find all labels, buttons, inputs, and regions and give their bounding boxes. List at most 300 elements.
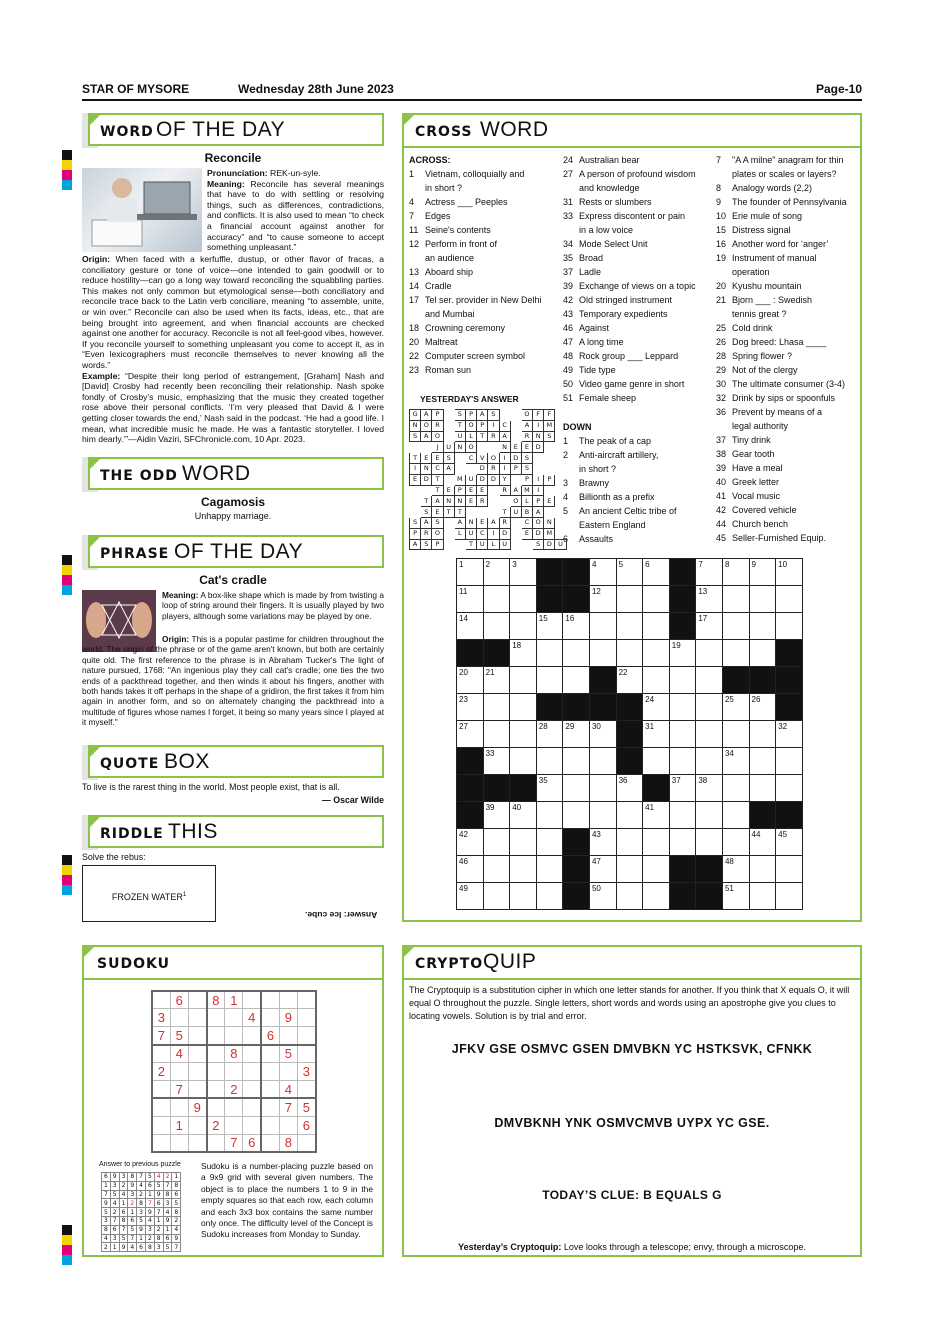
grid-cell[interactable]: 47 [589,856,616,883]
grid-cell[interactable] [643,640,670,667]
grid-cell[interactable] [616,829,643,856]
sudoku-answer-cell: 9 [128,1181,137,1190]
sudoku-answer-cell: 1 [172,1173,181,1182]
grid-cell[interactable]: 7 [696,559,723,586]
sudoku-cell[interactable] [152,1116,170,1134]
cryptoquip-line-1: JFKV GSE OSMVC GSEN DMVBKN YC HSTKSVK, CFNKK [451,1042,813,1056]
grid-cell[interactable] [722,613,749,640]
sudoku-cell[interactable] [261,1045,279,1063]
answer-cell: E [477,485,488,496]
sudoku-answer-cell: 9 [119,1243,128,1252]
clue-item [563,265,711,279]
sudoku-cell[interactable] [207,1134,225,1152]
sudoku-cell[interactable] [152,1134,170,1152]
clue-item [716,489,862,503]
grid-cell[interactable] [563,640,590,667]
answer-cell: D [421,474,432,485]
grid-cell[interactable]: 26 [749,694,776,721]
grid-cell[interactable] [510,748,537,775]
sudoku-cell[interactable] [279,1116,297,1134]
sudoku-cell[interactable] [225,1027,243,1045]
grid-cell[interactable]: 9 [749,559,776,586]
answer-block [410,442,421,453]
sudoku-answer-cell: 8 [119,1216,128,1225]
grid-cell[interactable]: 39 [483,802,510,829]
grid-cell[interactable] [722,829,749,856]
sudoku-answer-cell: 7 [145,1199,154,1208]
sudoku-cell[interactable] [188,1009,206,1027]
clue-item [716,391,862,405]
sudoku-cell[interactable] [188,1134,206,1152]
sudoku-answer-cell: 6 [137,1243,146,1252]
grid-block [776,694,803,721]
grid-cell[interactable] [669,802,696,829]
sudoku-cell[interactable] [261,991,279,1009]
sudoku-answer-cell: 5 [110,1190,119,1199]
grid-cell[interactable]: 43 [589,829,616,856]
sudoku-cell[interactable] [298,1134,316,1152]
sudoku-cell[interactable] [188,1080,206,1098]
answer-block [477,442,488,453]
grid-cell[interactable] [510,586,537,613]
grid-cell[interactable] [563,667,590,694]
grid-cell[interactable]: 19 [669,640,696,667]
grid-cell[interactable] [616,613,643,640]
sudoku-cell[interactable] [243,1045,261,1063]
grid-cell[interactable] [776,856,803,883]
grid-cell[interactable]: 6 [643,559,670,586]
answer-cell: U [454,431,465,442]
clue-text: and Mumbai [425,309,475,319]
sudoku-cell[interactable] [152,1045,170,1063]
grid-cell[interactable] [483,586,510,613]
grid-cell[interactable]: 30 [589,721,616,748]
down-label: DOWN [563,422,592,432]
answer-cell: T [454,507,465,518]
answer-cell: O [465,442,476,453]
grid-cell[interactable]: 41 [643,802,670,829]
grid-cell[interactable] [536,829,563,856]
answer-cell: D [533,442,544,453]
grid-cell[interactable]: 29 [563,721,590,748]
answer-cell: A [454,517,465,528]
sudoku-row [152,1134,316,1152]
sudoku-cell[interactable] [225,1098,243,1116]
clue-text: A person of profound wisdom [579,169,696,179]
grid-cell[interactable] [696,667,723,694]
grid-cell[interactable]: 1 [457,559,484,586]
grid-cell[interactable] [722,640,749,667]
sudoku-cell[interactable] [225,1009,243,1027]
grid-cell[interactable]: 24 [643,694,670,721]
grid-cell[interactable]: 10 [776,559,803,586]
clue-text: Australian bear [579,155,640,165]
registration-marks [62,855,72,895]
sudoku-cell[interactable] [298,991,316,1009]
sudoku-cell[interactable] [279,991,297,1009]
grid-cell[interactable] [776,586,803,613]
grid-cell[interactable]: 44 [749,829,776,856]
sudoku-cell[interactable] [298,1027,316,1045]
grid-block [563,694,590,721]
grid-cell[interactable]: 25 [722,694,749,721]
grid-cell[interactable] [510,613,537,640]
sudoku-cell: 4 [170,1045,188,1063]
grid-cell[interactable] [696,694,723,721]
grid-cell[interactable] [536,640,563,667]
clue-text: Tide type [579,365,616,375]
grid-cell[interactable]: 51 [722,883,749,910]
grid-cell[interactable] [696,748,723,775]
grid-cell[interactable] [483,721,510,748]
sudoku-cell[interactable] [207,1063,225,1081]
answer-block [454,539,465,550]
grid-cell[interactable]: 16 [563,613,590,640]
corner-triangle [402,113,416,127]
grid-cell[interactable] [563,802,590,829]
grid-cell[interactable]: 36 [616,775,643,802]
clue-number: 51 [563,393,574,403]
grid-cell[interactable] [483,883,510,910]
grid-block [457,640,484,667]
sudoku-cell[interactable] [243,1080,261,1098]
grid-cell[interactable] [696,802,723,829]
wotd-head-small: WORD [100,124,154,140]
sudoku-cell[interactable] [152,991,170,1009]
odd-head-big: WORD [182,462,251,485]
sudoku-cell[interactable] [298,1009,316,1027]
answer-cell: U [465,528,476,539]
sudoku-cell[interactable] [225,1116,243,1134]
grid-cell[interactable]: 17 [696,613,723,640]
sudoku-cell[interactable] [298,1045,316,1063]
grid-cell[interactable]: 14 [457,613,484,640]
grid-cell[interactable]: 33 [483,748,510,775]
sudoku-cell[interactable] [188,1116,206,1134]
clue-item [716,461,862,475]
grid-cell[interactable]: 18 [510,640,537,667]
sudoku-cell[interactable] [152,1080,170,1098]
grid-cell[interactable] [722,802,749,829]
grid-cell[interactable] [643,856,670,883]
wotd-header [88,113,384,146]
sudoku-answer-cell: 2 [172,1216,181,1225]
grid-cell[interactable] [749,721,776,748]
sudoku-answer-cell: 3 [137,1208,146,1217]
grid-cell[interactable] [643,613,670,640]
grid-cell[interactable] [669,829,696,856]
grid-cell[interactable] [483,856,510,883]
grid-cell[interactable]: 46 [457,856,484,883]
sudoku-cell: 2 [225,1080,243,1098]
grid-cell[interactable]: 42 [457,829,484,856]
clue-text: Cradle [425,281,452,291]
sudoku-answer-cell: 1 [119,1199,128,1208]
answer-cell: E [421,453,432,464]
clue-text: Video game genre in short [579,379,685,389]
grid-cell[interactable] [536,748,563,775]
grid-cell[interactable]: 34 [722,748,749,775]
grid-cell[interactable] [749,748,776,775]
sudoku-cell[interactable] [243,1116,261,1134]
wotd-origin: Origin: When faced with a kerfuffle, dustup, or other flavor of fracas, a conciliatory gesture or tone of voice—one intended to gain goodwill or to reduce hostility—can go a long way toward reconciling the squabbling parties. This makes not only common but etymological sense—both conciliatory and reconcile trace back to the Latin verb conciliare, meaning “to assemble, unite, or win over.” Reconcile can also be used when its facts, ideas, etc., that are being brought into agreement, and when financial accounts are checked against one another for accuracy. Reconcile is not all feel-good vibes, however. If you reconcile yourself to something unpleasant you come to accept it, as in “Even lexicographers must reconcile themselves to never knowing all the words.” Example: “Despite their long period of estrangement, [Graham] Nash and [David] Crosby had recently been reconciling their relationship. Nash spoke fondly of Crosby’s music, emphasizing that the music they created together rose above their personal conflicts. ‘I’m very pleased that David & I were getting closer towards the end,’ Nash said in the podcast. ‘He had a good life. I mean, what incredible music he made. He was a fantastic storyteller. I loved him dearly.’”—Aidin Vaziri, SFChronicle.com, 10 Apr. 2023. [82,254,384,445]
grid-cell[interactable]: 35 [536,775,563,802]
sudoku-cell[interactable] [243,1027,261,1045]
answer-cell: T [421,496,432,507]
grid-cell[interactable]: 40 [510,802,537,829]
clue-number: 45 [716,533,727,543]
sudoku-cell[interactable] [170,1098,188,1116]
grid-cell[interactable]: 37 [669,775,696,802]
corner-triangle [402,945,416,959]
grid-cell[interactable]: 20 [457,667,484,694]
grid-cell[interactable]: 5 [616,559,643,586]
sudoku-answer-cell: 2 [137,1190,146,1199]
sudoku-cell[interactable] [261,1063,279,1081]
grid-cell[interactable]: 8 [722,559,749,586]
grid-cell[interactable]: 48 [722,856,749,883]
sudoku-cell[interactable] [261,1116,279,1134]
grid-cell[interactable] [776,883,803,910]
sudoku-cell[interactable] [188,1063,206,1081]
grid-cell[interactable] [563,748,590,775]
sudoku-cell[interactable] [279,1027,297,1045]
sudoku-answer-cell: 8 [145,1243,154,1252]
grid-cell[interactable]: 3 [510,559,537,586]
clue-number: 18 [409,323,420,333]
answer-cell: I [488,528,499,539]
sudoku-cell[interactable] [188,1045,206,1063]
sudoku-cell: 7 [279,1098,297,1116]
grid-cell[interactable] [669,748,696,775]
grid-cell[interactable] [510,856,537,883]
crossword-head-big: WORD [480,118,549,141]
answer-cell: I [488,420,499,431]
sudoku-cell[interactable] [170,1134,188,1152]
sudoku-answer-grid [101,1172,181,1252]
clue-number: 32 [716,393,727,403]
grid-cell[interactable] [589,613,616,640]
grid-cell[interactable]: 38 [696,775,723,802]
sudoku-cell[interactable] [243,991,261,1009]
grid-cell[interactable] [776,613,803,640]
grid-cell[interactable] [749,856,776,883]
grid-cell[interactable]: 27 [457,721,484,748]
sudoku-cell[interactable] [188,991,206,1009]
grid-cell[interactable] [722,721,749,748]
sudoku-grid [151,990,317,1153]
grid-cell[interactable] [696,640,723,667]
clue-text: Another word for ‘anger’ [732,239,829,249]
grid-cell[interactable]: 49 [457,883,484,910]
grid-cell[interactable]: 45 [776,829,803,856]
sudoku-cell[interactable] [298,1080,316,1098]
grid-cell[interactable]: 23 [457,694,484,721]
clue-text: Erie mule of song [732,211,803,221]
clue-text: Maltreat [425,337,458,347]
answer-cell: I [499,453,510,464]
grid-cell[interactable]: 2 [483,559,510,586]
sudoku-cell[interactable] [279,1063,297,1081]
grid-cell[interactable] [643,748,670,775]
clue-item [716,377,862,391]
grid-cell[interactable] [643,586,670,613]
grid-cell[interactable]: 13 [696,586,723,613]
grid-cell[interactable] [722,775,749,802]
sudoku-cell[interactable] [170,1009,188,1027]
grid-cell[interactable] [749,586,776,613]
clue-text: Express discontent or pain [579,211,686,221]
grid-cell[interactable] [696,721,723,748]
laptop-photo-icon [82,168,202,252]
grid-row [457,883,803,910]
sudoku-answer-cell: 2 [145,1234,154,1243]
grid-cell[interactable] [643,883,670,910]
sudoku-cell[interactable] [243,1063,261,1081]
grid-cell[interactable]: 32 [776,721,803,748]
answer-cell: A [499,431,510,442]
grid-block [616,694,643,721]
clue-item [563,167,711,181]
clue-number: 14 [409,281,420,291]
grid-cell[interactable] [696,829,723,856]
answer-row [410,485,567,496]
grid-cell[interactable]: 22 [616,667,643,694]
grid-cell[interactable]: 4 [589,559,616,586]
clue-text: operation [732,267,770,277]
sudoku-cell[interactable] [207,1098,225,1116]
grid-cell[interactable] [776,748,803,775]
sudoku-cell[interactable] [207,1009,225,1027]
answer-cell: D [533,528,544,539]
grid-cell[interactable] [589,640,616,667]
sudoku-answer-cell: 5 [145,1173,154,1182]
answer-cell: F [544,410,555,421]
sudoku-cell[interactable] [207,1080,225,1098]
grid-block [669,559,696,586]
grid-cell[interactable] [510,883,537,910]
sudoku-description: Sudoku is a number-placing puzzle based on a 9x9 grid with several given numbers. The object is to place the numbers 1 to 9 in the empty squares so that each row, each column and each 3x3 box contains the same number only once. The difficulty level of the Concept is Sudoku increases from Monday to Sunday. [201,1161,373,1240]
grid-cell[interactable] [749,613,776,640]
grid-cell[interactable] [749,775,776,802]
grid-cell[interactable]: 11 [457,586,484,613]
sudoku-answer-cell: 4 [154,1173,163,1182]
grid-cell[interactable]: 28 [536,721,563,748]
grid-cell[interactable] [510,694,537,721]
grid-cell[interactable] [749,640,776,667]
grid-cell[interactable] [483,829,510,856]
grid-cell[interactable]: 31 [643,721,670,748]
grid-cell[interactable] [589,802,616,829]
grid-cell[interactable] [616,883,643,910]
grid-cell[interactable] [643,829,670,856]
grid-block [563,829,590,856]
grid-cell[interactable] [669,694,696,721]
clue-item [563,377,711,391]
grid-cell[interactable] [722,586,749,613]
grid-cell[interactable] [510,721,537,748]
grid-cell[interactable] [616,856,643,883]
sudoku-cell[interactable] [207,1045,225,1063]
grid-cell[interactable] [536,856,563,883]
grid-row [457,559,803,586]
grid-cell[interactable] [643,667,670,694]
grid-cell[interactable] [669,721,696,748]
header-rule [82,99,862,101]
sudoku-answer-cell: 6 [154,1199,163,1208]
cryptoquip-line-2: DMVBKNH YNK OSMVCMVB UYPX YC GSE. [494,1116,770,1130]
sudoku-cell[interactable] [243,1098,261,1116]
clue-item [716,531,862,545]
answer-block [510,474,521,485]
grid-cell[interactable] [616,586,643,613]
answer-block [544,485,555,496]
clue-number: 28 [716,351,727,361]
grid-cell[interactable]: 50 [589,883,616,910]
sudoku-cell[interactable] [207,1027,225,1045]
answer-block [443,410,454,421]
sudoku-cell[interactable] [170,1063,188,1081]
clue-text: A long time [579,337,624,347]
answer-cell: A [410,539,421,550]
clue-number: 33 [563,211,574,221]
grid-cell[interactable] [536,883,563,910]
clue-item [563,504,711,518]
grid-cell[interactable] [776,775,803,802]
clue-item [716,293,862,307]
clue-text: Cold drink [732,323,773,333]
grid-cell[interactable] [616,802,643,829]
grid-cell[interactable] [483,613,510,640]
sudoku-answer-row [102,1199,181,1208]
sudoku-cell[interactable] [261,1009,279,1027]
grid-cell[interactable]: 15 [536,613,563,640]
grid-cell[interactable] [510,829,537,856]
grid-cell[interactable] [536,667,563,694]
grid-cell[interactable] [536,802,563,829]
sudoku-row [152,1098,316,1116]
sudoku-cell[interactable] [261,1098,279,1116]
answer-cell: D [499,528,510,539]
answer-block [477,507,488,518]
grid-cell[interactable] [669,667,696,694]
sudoku-answer-cell: 5 [137,1216,146,1225]
sudoku-cell[interactable] [152,1098,170,1116]
grid-cell[interactable]: 21 [483,667,510,694]
grid-cell[interactable] [616,640,643,667]
clue-number: 29 [716,365,727,375]
grid-cell[interactable]: 12 [589,586,616,613]
clue-number: 40 [716,477,727,487]
clue-text: Perform in front of [425,239,498,249]
clue-text: Computer screen symbol [425,351,526,361]
grid-cell[interactable] [483,694,510,721]
sudoku-answer-cell: 3 [110,1234,119,1243]
sudoku-cell[interactable] [225,1063,243,1081]
grid-cell[interactable] [589,748,616,775]
answer-block [443,517,454,528]
answer-row [410,431,567,442]
sudoku-cell[interactable] [261,1080,279,1098]
sudoku-cell: 7 [152,1027,170,1045]
grid-cell[interactable] [510,667,537,694]
grid-cell[interactable] [563,775,590,802]
grid-block [563,856,590,883]
grid-cell[interactable] [589,775,616,802]
sudoku-cell[interactable] [188,1027,206,1045]
grid-cell[interactable] [749,883,776,910]
sudoku-cell[interactable] [261,1134,279,1152]
